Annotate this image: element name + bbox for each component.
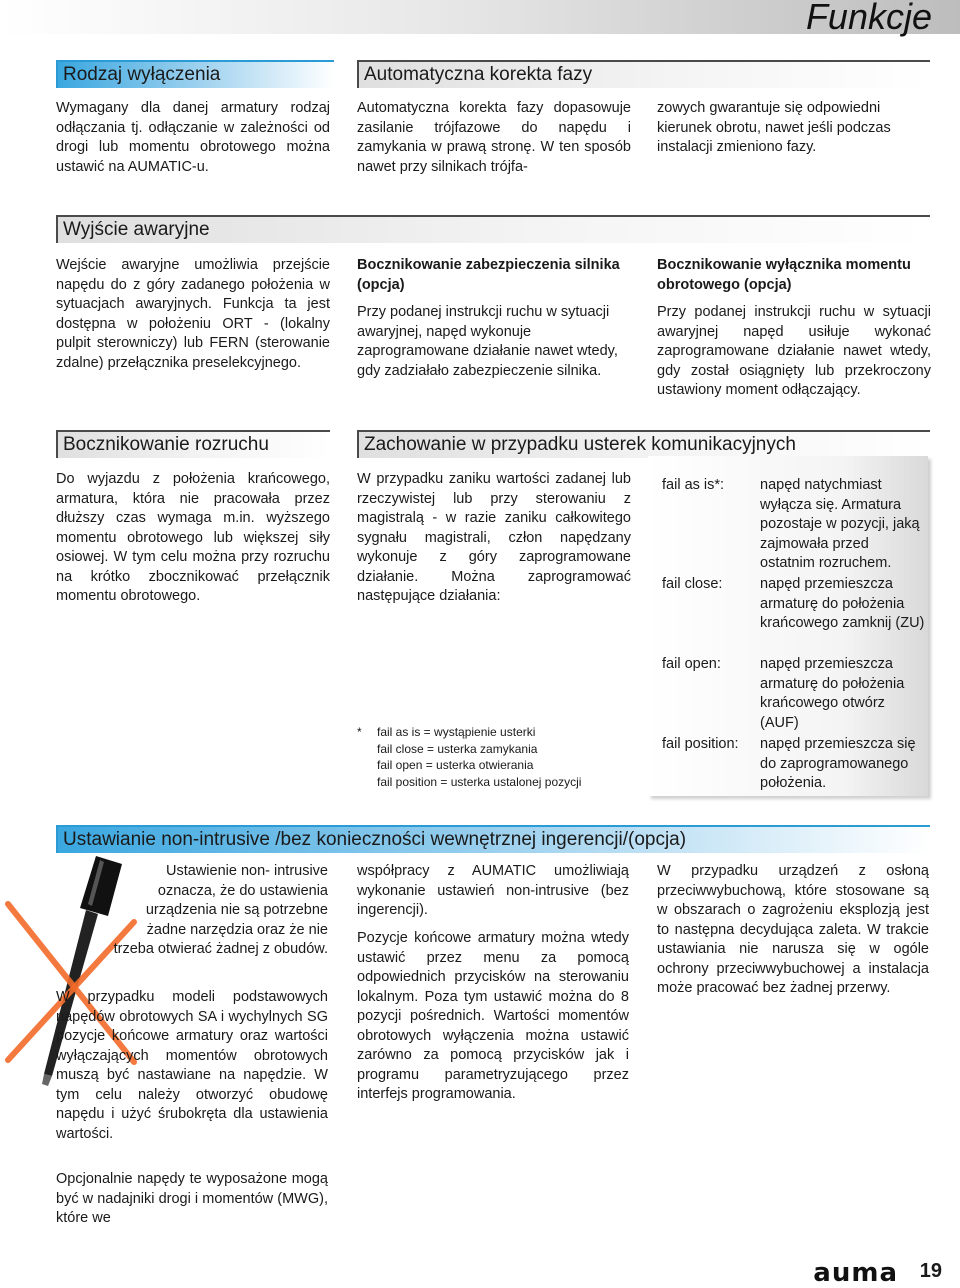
- text-wylacznik: Przy podanej instrukcji ruchu w sytuacji awaryjnej napęd usiłuje wykonać zaprogramowane działanie nawet wtedy, gdy został osiągnięty lub przekroczony ustawiony moment odłączający.: [657, 304, 931, 398]
- nonintrusive-col3: W przypadku urządzeń z osłoną przeciwwybuchową, które stosowane są w obszarach o zagrożeniu eksplozją jest to następna decydująca zaleta. W trakcie ustawiania nie narusza się w ogóle ochrony przeciwwybuchowej a instalacja może pracować bez żadnej przerwy.: [657, 863, 929, 996]
- footnote-line: fail open = usterka otwierania: [377, 758, 534, 772]
- page-number: 19: [919, 1260, 942, 1282]
- section-text-usterki: W przypadku zaniku wartości zadanej lub rzeczywistej lub przy sterowaniu z magistralą - w razie zaniku całkowitego sygnału magistrali, człon napędzany wykonuje z góry zaprogramowane działanie. Można zaprogramować następujące działania:: [357, 471, 631, 604]
- section-header-nonintrusive: Ustawianie non-intrusive /bez konieczności wewnętrznej ingerencji/(opcja): [56, 825, 930, 853]
- nonintrusive-col2-p2: Pozycje końcowe armatury można wtedy ustawić przez menu za pomocą odpowiednich przycisków na sterowaniu lokalnym. Poza tym ustawić można do 8 pozycji pośrednich. Wartości momentów obrotowych wyłączenia można ustawić zarówno za pomocą przycisków jak i programu parametryzującego przez interfejs programowania.: [357, 930, 629, 1102]
- text-zabezpieczenie: Przy podanej instrukcji ruchu w sytuacji awaryjnej, napęd wykonuje zaprogramowane działanie nawet wtedy, gdy zadziałało zabezpieczenie silnika.: [357, 304, 618, 379]
- fail-term: fail as is*:: [662, 477, 725, 493]
- brand-logo: auma: [813, 1258, 898, 1288]
- nonintrusive-col1-p3: Opcjonalnie napędy te wyposażone mogą być w nadajniki drogi i momentów (MWG), które we: [56, 1171, 328, 1226]
- footnote-list: [377, 724, 637, 790]
- section-header-usterki: Zachowanie w przypadku usterek komunikacyjnych: [357, 430, 930, 458]
- footnote-star: *: [357, 725, 362, 739]
- fail-desc: napęd przemieszcza armaturę do położenia krańcowego otwórz (AUF): [760, 656, 905, 731]
- section-text-rozruch: Do wyjazdu z położenia krańcowego, armatura, która nie pracowała przez dłuższy czas wymaga m.in. wyższego momentu obrotowego lub większej siły osiowej. W tym celu można przy rozruchu na krótko zbocznikować przełącznik momentu obrotowego.: [56, 471, 330, 604]
- nonintrusive-col1-p1: Ustawienie non- intrusive oznacza, że do ustawienia urządzenia nie są potrzebne żadne narzędzia oraz że nie trzeba otwierać żadnej z obudów.: [113, 863, 328, 957]
- fail-term: fail position:: [662, 736, 739, 752]
- section-header-rodzaj: Rodzaj wyłączenia: [56, 60, 334, 88]
- fail-desc: napęd przemieszcza armaturę do położenia krańcowego zamknij (ZU): [760, 576, 925, 631]
- footnote-line: fail as is = wystąpienie usterki: [377, 725, 536, 739]
- section-header-wyjscie: Wyjście awaryjne: [56, 215, 930, 243]
- fail-term: fail close:: [662, 576, 723, 592]
- section-text-korekta-1: Automatyczna korekta fazy dopasowuje zasilanie trójfazowe do napędu i zamykania w prawą stronę. W ten sposób nawet przy silnikach trójfa-: [357, 100, 631, 175]
- fail-desc: napęd natychmiast wyłącza się. Armatura pozostaje w pozycji, jaką zajmowała przed ostatnim rozruchem.: [760, 477, 920, 571]
- section-text-rodzaj: Wymagany dla danej armatury rodzaj odłączania tj. odłączanie w zależności od drogi lub momentu obrotowego można ustawić na AUMATIC-u.: [56, 100, 330, 175]
- section-header-rozruch: Bocznikowanie rozruchu: [56, 430, 330, 458]
- fail-desc: napęd przemieszcza się do zaprogramowanego położenia.: [760, 736, 916, 791]
- page-title: Funkcje: [805, 0, 932, 37]
- subhead-wylacznik: Bocznikowanie wyłącznika momentu obrotowego (opcja): [657, 257, 911, 293]
- section-header-korekta: Automatyczna korekta fazy: [357, 60, 930, 88]
- nonintrusive-col2-p1: współpracy z AUMATIC umożliwiają wykonanie ustawień non-intrusive (bez ingerencji).: [357, 863, 629, 918]
- footnote-line: fail position = usterka ustalonej pozycji: [377, 774, 582, 789]
- footnote-line: fail close = usterka zamykania: [377, 741, 538, 756]
- section-text-wyjscie: Wejście awaryjne umożliwia przejście napędu do z góry zadanego położenia w sytuacjach awaryjnych. Funkcja ta jest dostępna w położeniu ORT - (lokalny pulpit sterowniczy) lub FERN (sterowanie zdalne) przełącznika preselekcyjnego.: [56, 257, 330, 371]
- subhead-zabezpieczenie: Bocznikowanie zabezpieczenia silnika (opcja): [357, 257, 620, 293]
- fail-term: fail open:: [662, 656, 721, 672]
- section-text-korekta-2: zowych gwarantuje się odpowiedni kierunek obrotu, nawet jeśli podczas instalacji zmieniono fazy.: [657, 100, 891, 155]
- nonintrusive-col1-p2: W przypadku modeli podstawowych napędów obrotowych SA i wychylnych SG pozycje końcowe armatury oraz wartości wyłączających momentów obrotowych muszą być nastawiane na napędzie. W tym celu należy otworzyć obudowę napędu i użyć śrubokręta dla ustawienia wartości.: [56, 989, 328, 1142]
